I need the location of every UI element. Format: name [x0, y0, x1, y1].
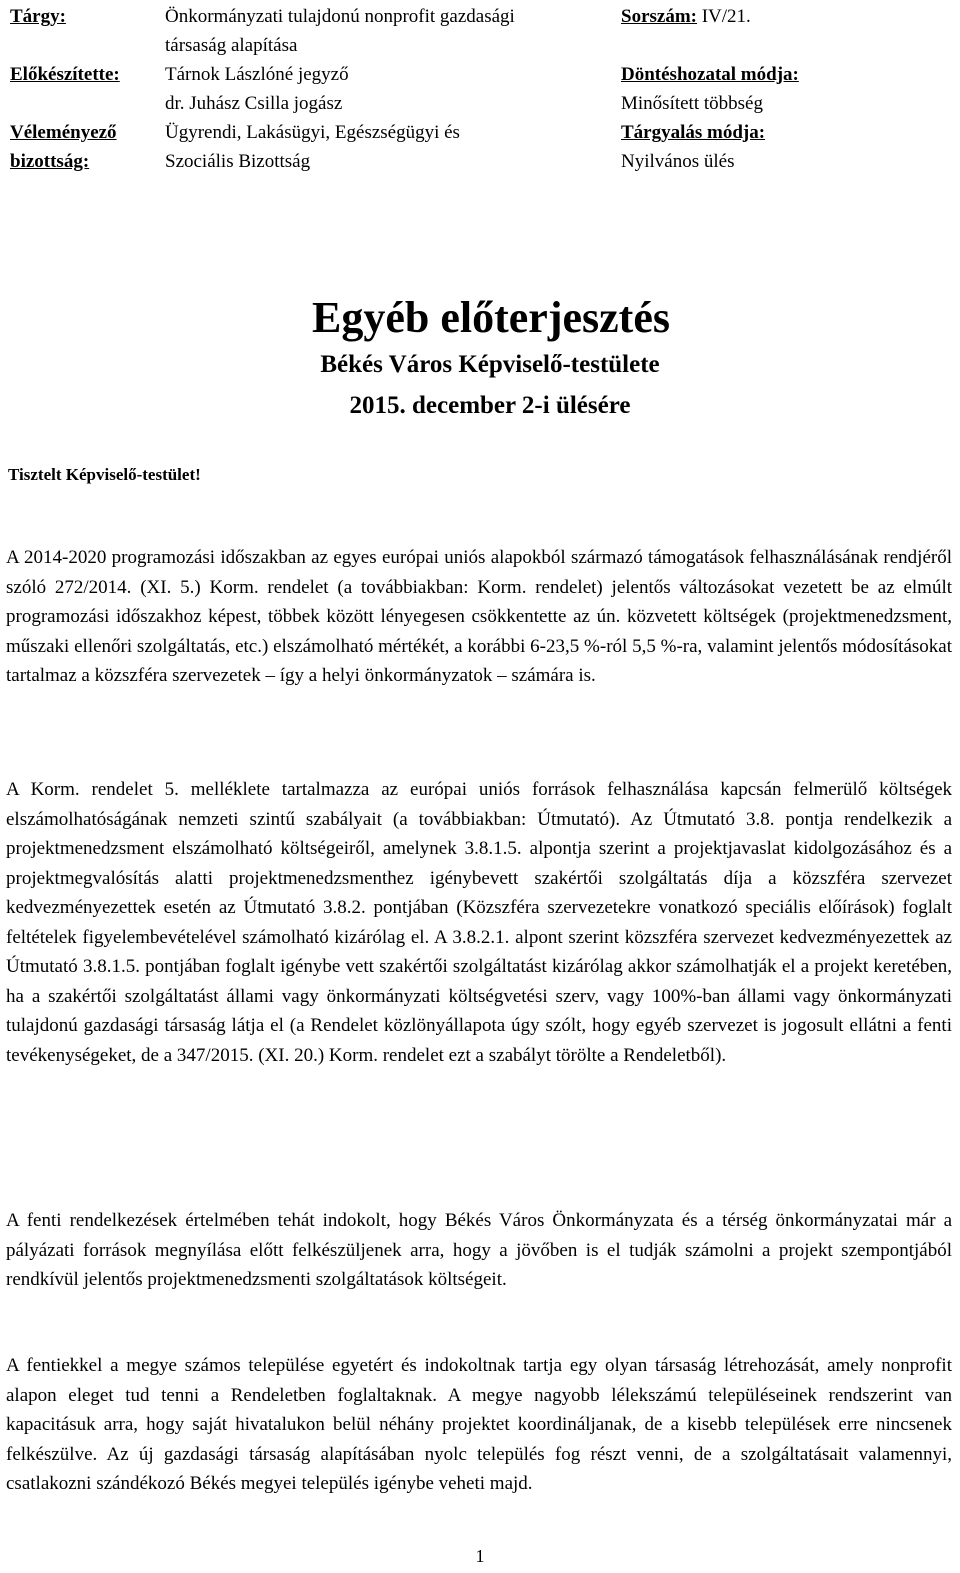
- subject-label: Tárgy:: [10, 6, 66, 27]
- decision-value: Minősített többség: [621, 93, 763, 114]
- prepared-value-line1: Tárnok Lászlóné jegyző: [165, 64, 349, 85]
- document-subtitle-body: Békés Város Képviselő-testülete: [320, 351, 660, 378]
- committee-label-line1: Véleményező: [10, 122, 117, 143]
- document-title: Egyéb előterjesztés: [312, 293, 670, 342]
- number-field: [621, 2, 751, 31]
- committee-value-line1: Ügyrendi, Lakásügyi, Egészségügyi és: [165, 122, 460, 143]
- paragraph-4: A fentiekkel a megye számos települése egyetért és indokoltnak tartja egy olyan társaság létrehozását, amely nonprofit alapon eleget tud tenni a Rendeletben foglaltaknak. A megye nagyobb lélekszámú településeinek rendszerint van kapacitásuk arra, hogy saját hivatalukon belül néhány projektet koordináljanak, de a kisebb települések erre nincsenek felkészülve. Az új gazdasági társaság alapításában nyolc település fog részt venni, de a szolgáltatásait valamennyi, csatlakozni szándékozó Békés megyei település igénybe veheti majd.: [6, 1355, 952, 1494]
- prepared-label: Előkészítette:: [10, 64, 120, 85]
- prepared-value-line2: dr. Juhász Csilla jogász: [165, 93, 343, 114]
- document-subtitle-date: 2015. december 2-i ülésére: [349, 392, 631, 419]
- subject-value-line1: Önkormányzati tulajdonú nonprofit gazdasági: [165, 6, 515, 27]
- greeting: Tisztelt Képviselő-testület!: [8, 465, 201, 484]
- committee-value-line2: Szociális Bizottság: [165, 151, 311, 172]
- committee-label-line2: bizottság:: [10, 151, 90, 172]
- hearing-value: Nyilvános ülés: [621, 151, 735, 172]
- paragraph-3: A fenti rendelkezések értelmében tehát indokolt, hogy Békés Város Önkormányzata és a térség önkormányzatai már a pályázati források megnyílása előtt felkészüljenek arra, hogy a jövőben is el tudják számolni a projekt szempontjából rendkívül jelentős projektmenedzsmenti szolgáltatások költségeit.: [6, 1210, 952, 1290]
- decision-label: Döntéshozatal módja:: [621, 64, 799, 85]
- paragraph-2: A Korm. rendelet 5. melléklete tartalmazza az európai uniós források felhasználása kapcsán felmerülő költségek elszámolhatóságának nemzeti szintű szabályait (a továbbiakban: Útmutató). Az Útmutató 3.8. pontja rendelkezik a projektmenedzsment elszámolható költségeiről, amelynek 3.8.1.5. alpontja szerint a projektjavaslat kidolgozásához és a projektmegvalósítás alatti projektmenedzsmenthez igénybevett szakértői szolgáltatás díja a közszféra szervezet kedvezményezettek esetén az Útmutató 3.8.2. pontjában (Közszféra szervezetekre vonatkozó speciális előírások) foglalt feltételek figyelembevételével számolható kizárólag el. A 3.8.2.1. alpont szerint közszféra szervezet kedvezményezettek az Útmutató 3.8.1.5. pontjában foglalt igénybe vett szakértői szolgáltatást kizárólag akkor számolhatják el a projekt keretében, ha a szakértői szolgáltatást állami vagy önkormányzati költségvetési szerv, vagy 100%-ban állami vagy önkormányzati tulajdonú gazdasági társaság látja el (a Rendelet közlönyállapota úgy szólt, hogy egyéb szervezet is jogosult ellátni a fenti tevékenységeket, de a 347/2015. (XI. 20.) Korm. rendelet ezt a szabályt törölte a Rendeletből).: [6, 779, 952, 1066]
- hearing-label: Tárgyalás módja:: [621, 122, 766, 143]
- number-value: IV/21.: [701, 6, 751, 27]
- subject-value-line2: társaság alapítása: [165, 35, 298, 56]
- number-label: Sorszám:: [621, 6, 697, 27]
- paragraph-1: A 2014-2020 programozási időszakban az egyes európai uniós alapokból származó támogatások felhasználásának rendjéről szóló 272/2014. (XI. 5.) Korm. rendelet (a továbbiakban: Korm. rendelet) jelentős változásokat vezetett be az elmúlt programozási időszakhoz képest, többek között lényegesen csökkentette az ún. közvetett költségek (projektmenedzsment, műszaki ellenőri szolgáltatás, etc.) elszámolható mértékét, a korábbi 6-23,5 %-ról 5,5 %-ra, valamint jelentős módosításokat tartalmaz a közszféra szervezetek – így a helyi önkormányzatok – számára is.: [6, 547, 952, 686]
- page-number: 1: [475, 1546, 485, 1566]
